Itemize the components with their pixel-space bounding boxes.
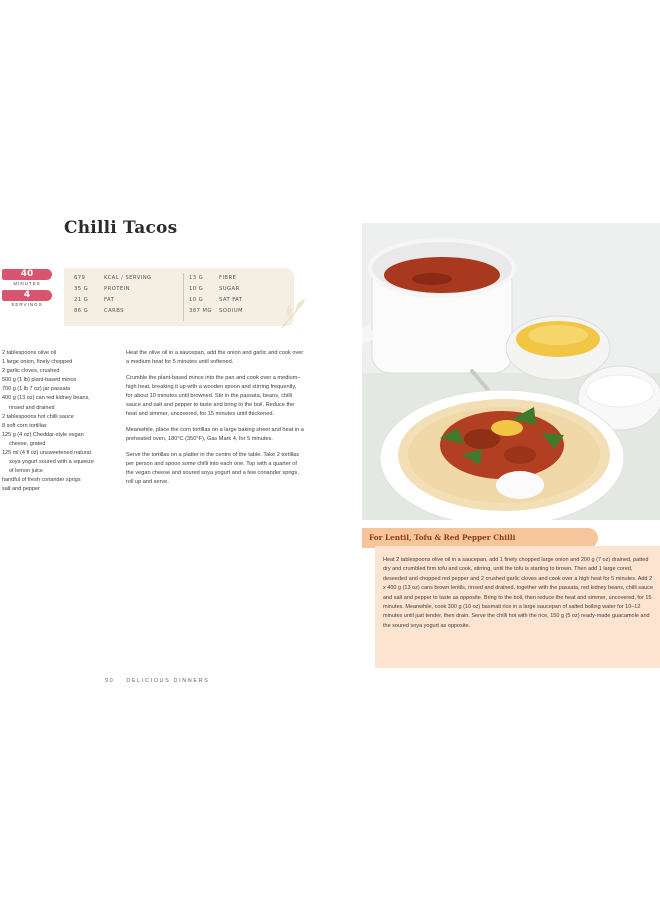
ingredient-item: soya yogurt soured with a squeeze — [9, 459, 94, 466]
nutrition-row — [74, 297, 164, 307]
nutrition-row — [189, 275, 279, 285]
minutes-badge — [2, 269, 52, 280]
method-step: Crumble the plant-based mince into the pan and cook over a medium–high heat, breaking it up with a wooden spoon and stirring frequently, for about 10 minutes until browned. Stir in the passata, beans, chilli sauce and salt and pepper to taste and bring to the boil. Reduce the heat and simmer, uncovered, for 15 minutes until thickened. — [126, 375, 301, 417]
nutrition-row — [189, 308, 279, 318]
nutrition-label: CARBS — [104, 308, 124, 314]
method-step: Heat the olive oil in a saucepan, add the onion and garlic and cook over a medium heat for 5 minutes until softened. — [126, 350, 304, 365]
recipe-photo — [362, 223, 660, 520]
servings-label: SERVINGS — [11, 302, 43, 307]
ingredient-item: 2 tablespoons hot chilli sauce — [2, 413, 74, 420]
ingredient-item: 125 g (4 oz) Cheddar-style vegan — [2, 431, 84, 438]
servings-value: 4 — [23, 290, 31, 300]
nutrition-value: 10 G — [189, 297, 204, 303]
nutrition-value: 679 — [74, 275, 86, 281]
ingredient-item: 8 soft corn tortillas — [2, 422, 47, 429]
nutrition-value: 21 G — [74, 297, 89, 303]
ingredient-item: 500 g (1 lb) plant-based mince — [2, 377, 77, 384]
page-footer — [105, 678, 209, 684]
nutrition-row — [74, 275, 164, 285]
nutrition-label: KCAL / SERVING — [104, 275, 152, 281]
ingredient-item: 2 garlic cloves, crushed — [2, 368, 60, 375]
nutrition-label: FIBRE — [219, 275, 237, 281]
recipe-title: Chilli Tacos — [64, 218, 178, 238]
minutes-value: 40 — [20, 269, 34, 279]
ingredient-item: salt and pepper — [2, 486, 40, 493]
section-name: DELICIOUS DINNERS — [126, 678, 210, 684]
ingredients-list — [2, 349, 120, 495]
tacos-illustration — [362, 223, 660, 520]
ingredient-item: rinsed and drained — [9, 404, 55, 411]
nutrition-row — [189, 286, 279, 296]
variation-title: For Lentil, Tofu & Red Pepper Chilli — [362, 528, 598, 548]
nutrition-value: 387 MG — [189, 308, 212, 314]
nutrition-value: 86 G — [74, 308, 89, 314]
ingredient-item: 400 g (13 oz) can red kidney beans, — [2, 395, 90, 402]
leaf-icon — [278, 292, 308, 332]
nutrition-row — [189, 297, 279, 307]
nutrition-label: SODIUM — [219, 308, 244, 314]
ingredient-item: cheese, grated — [9, 440, 46, 447]
nutrition-label: PROTEIN — [104, 286, 130, 292]
minutes-label: MINUTES — [13, 281, 41, 286]
servings-badge — [2, 290, 52, 301]
page-number: 90 — [105, 678, 115, 684]
ingredient-item: handful of fresh coriander sprigs — [2, 477, 81, 484]
nutrition-value: 10 G — [189, 286, 204, 292]
variation-text: Heat 2 tablespoons olive oil in a saucepan, add 1 finely chopped large onion and 200 g (7 oz) drained, patted dry and crumbled firm tofu and cook, stirring, until the tofu is starting to brown. Then add 1 large cored, deseeded and chopped red pepper and 2 crushed garlic cloves and cook over a high heat for 5 minutes. Add 2 x 400 g (13 oz) cans brown lentils, rinsed and drained, together with the passata, red kidney beans, chilli sauce and salt and pepper to taste as opposite. Bring to the boil, then reduce the heat and simmer, uncovered, for 15 minutes. Meanwhile, cook 300 g (10 oz) basmati rice in a large saucepan of salted boiling water for 10–12 minutes until just tender, then drain. Serve the chilli hot with the rice, 150 g (5 oz) ready-made guacamole and the soured soya yogurt as opposite. — [375, 546, 660, 668]
nutrition-value: 35 G — [74, 286, 89, 292]
method-step: Serve the tortillas on a platter in the centre of the table. Take 2 tortillas per person and spoon some chilli into each one. Top with a quarter of the vegan cheese and soured soya yogurt and a few coriander sprigs, roll up and serve. — [126, 452, 300, 485]
nutrition-value: 13 G — [189, 275, 204, 281]
nutrition-label: SUGAR — [219, 286, 240, 292]
method-steps — [126, 349, 304, 494]
ingredient-item: 1 large onion, finely chopped — [2, 359, 73, 366]
nutrition-row — [74, 286, 164, 296]
nutrition-row — [74, 308, 164, 318]
ingredient-item: 125 ml (4 fl oz) unsweetened natural — [2, 450, 91, 457]
nutrition-panel — [64, 268, 294, 326]
nutrition-divider — [183, 273, 184, 321]
method-step: Meanwhile, place the corn tortillas on a large baking sheet and heat in a preheated oven, 180°C (350°F), Gas Mark 4, for 5 minutes. — [126, 427, 304, 442]
nutrition-label: FAT — [104, 297, 115, 303]
ingredient-item: of lemon juice — [9, 468, 43, 475]
nutrition-label: SAT FAT — [219, 297, 243, 303]
ingredient-item: 700 g (1 lb 7 oz) jar passata — [2, 386, 71, 393]
ingredient-item: 2 tablespoons olive oil — [2, 350, 57, 356]
